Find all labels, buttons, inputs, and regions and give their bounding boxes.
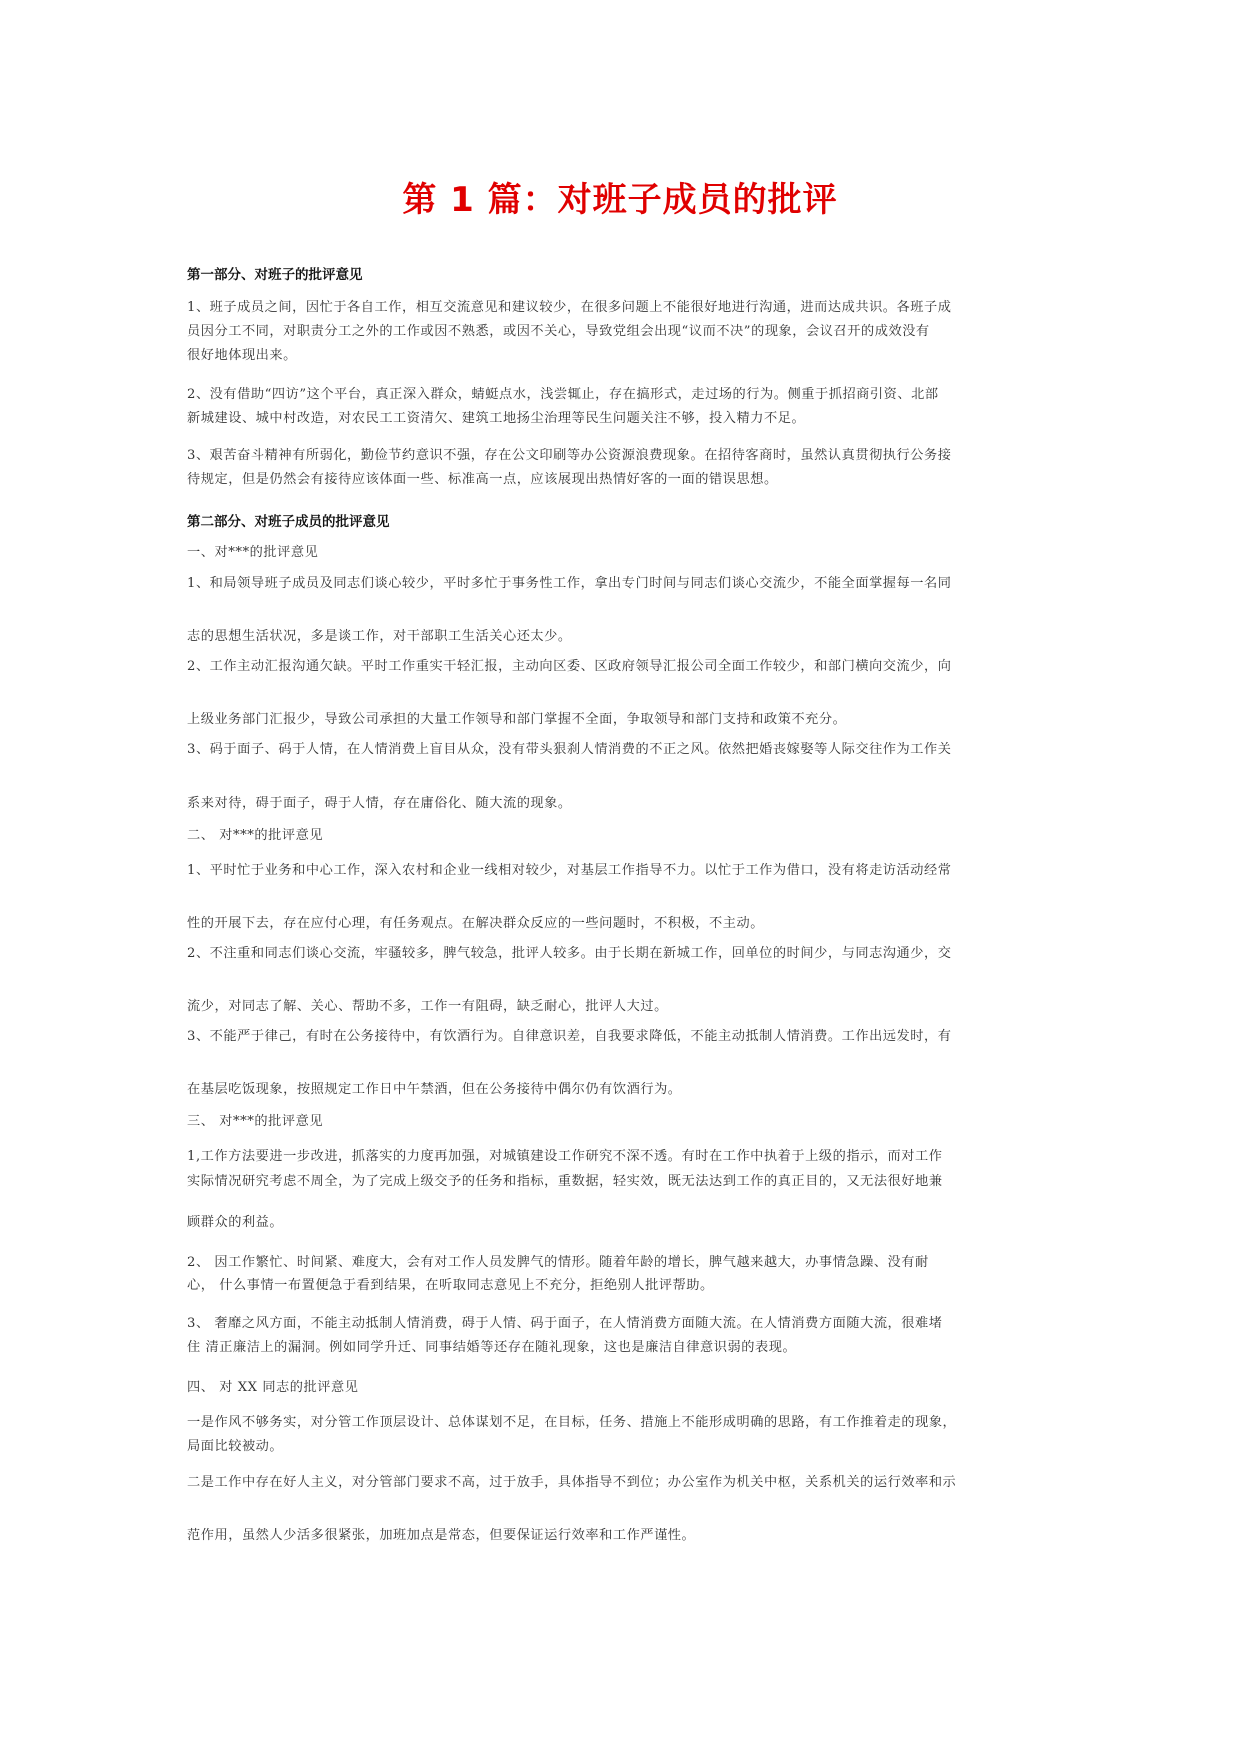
- part1-heading: 第一部分、对班子的批评意见: [187, 267, 363, 283]
- list-item-line: 1、平时忙于业务和中心工作，深入农村和企业一线相对较少，对基层工作指导不力。以忙于工作为借口，没有将走访活动经常: [187, 863, 952, 878]
- list-item-line: 志的思想生活状况，多是谈工作，对干部职工生活关心还太少。: [187, 629, 572, 644]
- list-item-line: 1、和局领导班子成员及同志们谈心较少，平时多忙于事务性工作，拿出专门时间与同志们谈心交流少，不能全面掌握每一名同: [187, 576, 952, 591]
- list-item-line: 在基层吃饭现象，按照规定工作日中午禁酒，但在公务接待中偶尔仍有饮酒行为。: [187, 1082, 682, 1097]
- section-heading: 二、 对***的批评意见: [187, 828, 324, 843]
- list-item-line: 1,工作方法要进一步改进，抓落实的力度再加强，对城镇建设工作研究不深不透。有时在工作中执着于上级的指示，而对工作: [187, 1149, 943, 1164]
- list-item-line: 范作用，虽然人少活多很紧张，加班加点是常态，但要保证运行效率和工作严谨性。: [187, 1528, 696, 1543]
- section-heading: 一、对***的批评意见: [187, 545, 319, 560]
- list-item-line: 二是工作中存在好人主义，对分管部门要求不高，过于放手，具体指导不到位；办公室作为机关中枢，关系机关的运行效率和示: [187, 1475, 957, 1490]
- list-item-line: 实际情况研究考虑不周全，为了完成上级交予的任务和指标，重数据，轻实效，既无法达到工作的真正目的，又无法很好地兼: [187, 1174, 943, 1189]
- list-item-line: 2、不注重和同志们谈心交流，牢骚较多，脾气较急，批评人较多。由于长期在新城工作，回单位的时间少，与同志沟通少，交: [187, 946, 952, 961]
- paragraph-line: 3、艰苦奋斗精神有所弱化，勤俭节约意识不强，存在公文印刷等办公资源浪费现象。在招待客商时，虽然认真贯彻执行公务接: [187, 448, 952, 463]
- list-item-line: 3、码于面子、码于人情，在人情消费上盲目从众，没有带头狠刹人情消费的不正之风。依然把婚丧嫁娶等人际交往作为工作关: [187, 742, 952, 757]
- paragraph-line: 很好地体现出来。: [187, 348, 297, 363]
- paragraph-line: 新城建设、城中村改造，对农民工工资清欠、建筑工地扬尘治理等民生问题关注不够，投入精力不足。: [187, 411, 806, 426]
- list-item-line: 一是作风不够务实，对分管工作顶层设计、总体谋划不足，在目标，任务、措施上不能形成明确的思路，有工作推着走的现象，: [187, 1415, 957, 1430]
- paragraph-line: 1、班子成员之间，因忙于各自工作，相互交流意见和建议较少，在很多问题上不能很好地进行沟通，进而达成共识。各班子成: [187, 300, 952, 315]
- section-heading: 三、 对***的批评意见: [187, 1114, 324, 1129]
- page-title: 第 1 篇：对班子成员的批评: [402, 180, 838, 220]
- list-item-line: 心， 什么事情一布置便急于看到结果，在听取同志意见上不充分，拒绝别人批评帮助。: [187, 1278, 714, 1293]
- list-item-line: 3、 奢靡之风方面，不能主动抵制人情消费，碍于人情、码于面子，在人情消费方面随大流。在人情消费方面随大流，很难堵: [187, 1316, 943, 1331]
- list-item-line: 2、工作主动汇报沟通欠缺。平时工作重实干轻汇报，主动向区委、区政府领导汇报公司全面工作较少，和部门横向交流少，向: [187, 659, 952, 674]
- paragraph-line: 员因分工不同，对职责分工之外的工作或因不熟悉，或因不关心，导致党组会出现“议而不决”的现象，会议召开的成效没有: [187, 324, 930, 339]
- paragraph-line: 2、没有借助“四访”这个平台，真正深入群众，蜻蜓点水，浅尝辄止，存在搞形式，走过场的行为。侧重于抓招商引资、北部: [187, 387, 939, 402]
- list-item-line: 顾群众的利益。: [187, 1215, 284, 1230]
- list-item-line: 住 清正廉洁上的漏洞。例如同学升迁、同事结婚等还存在随礼现象，这也是廉洁自律意识弱的表现。: [187, 1340, 797, 1355]
- list-item-line: 2、 因工作繁忙、时间紧、难度大，会有对工作人员发脾气的情形。随着年龄的增长，脾气越来越大，办事情急躁、没有耐: [187, 1255, 929, 1270]
- list-item-line: 3、不能严于律己，有时在公务接待中，有饮酒行为。自律意识差，自我要求降低，不能主动抵制人情消费。工作出远发时，有: [187, 1029, 952, 1044]
- list-item-line: 局面比较被动。: [187, 1439, 284, 1454]
- section-heading: 四、 对 XX 同志的批评意见: [187, 1380, 359, 1395]
- list-item-line: 流少，对同志了解、关心、帮助不多，工作一有阻碍，缺乏耐心，批评人大过。: [187, 999, 668, 1014]
- list-item-line: 系来对待，碍于面子，碍于人情，存在庸俗化、随大流的现象。: [187, 796, 572, 811]
- part2-heading: 第二部分、对班子成员的批评意见: [187, 514, 390, 530]
- paragraph-line: 待规定，但是仍然会有接待应该体面一些、标准高一点，应该展现出热情好客的一面的错误思想。: [187, 472, 778, 487]
- list-item-line: 上级业务部门汇报少，导致公司承担的大量工作领导和部门掌握不全面，争取领导和部门支持和政策不充分。: [187, 712, 847, 727]
- list-item-line: 性的开展下去，存在应付心理，有任务观点。在解决群众反应的一些问题时，不积极，不主动。: [187, 916, 764, 931]
